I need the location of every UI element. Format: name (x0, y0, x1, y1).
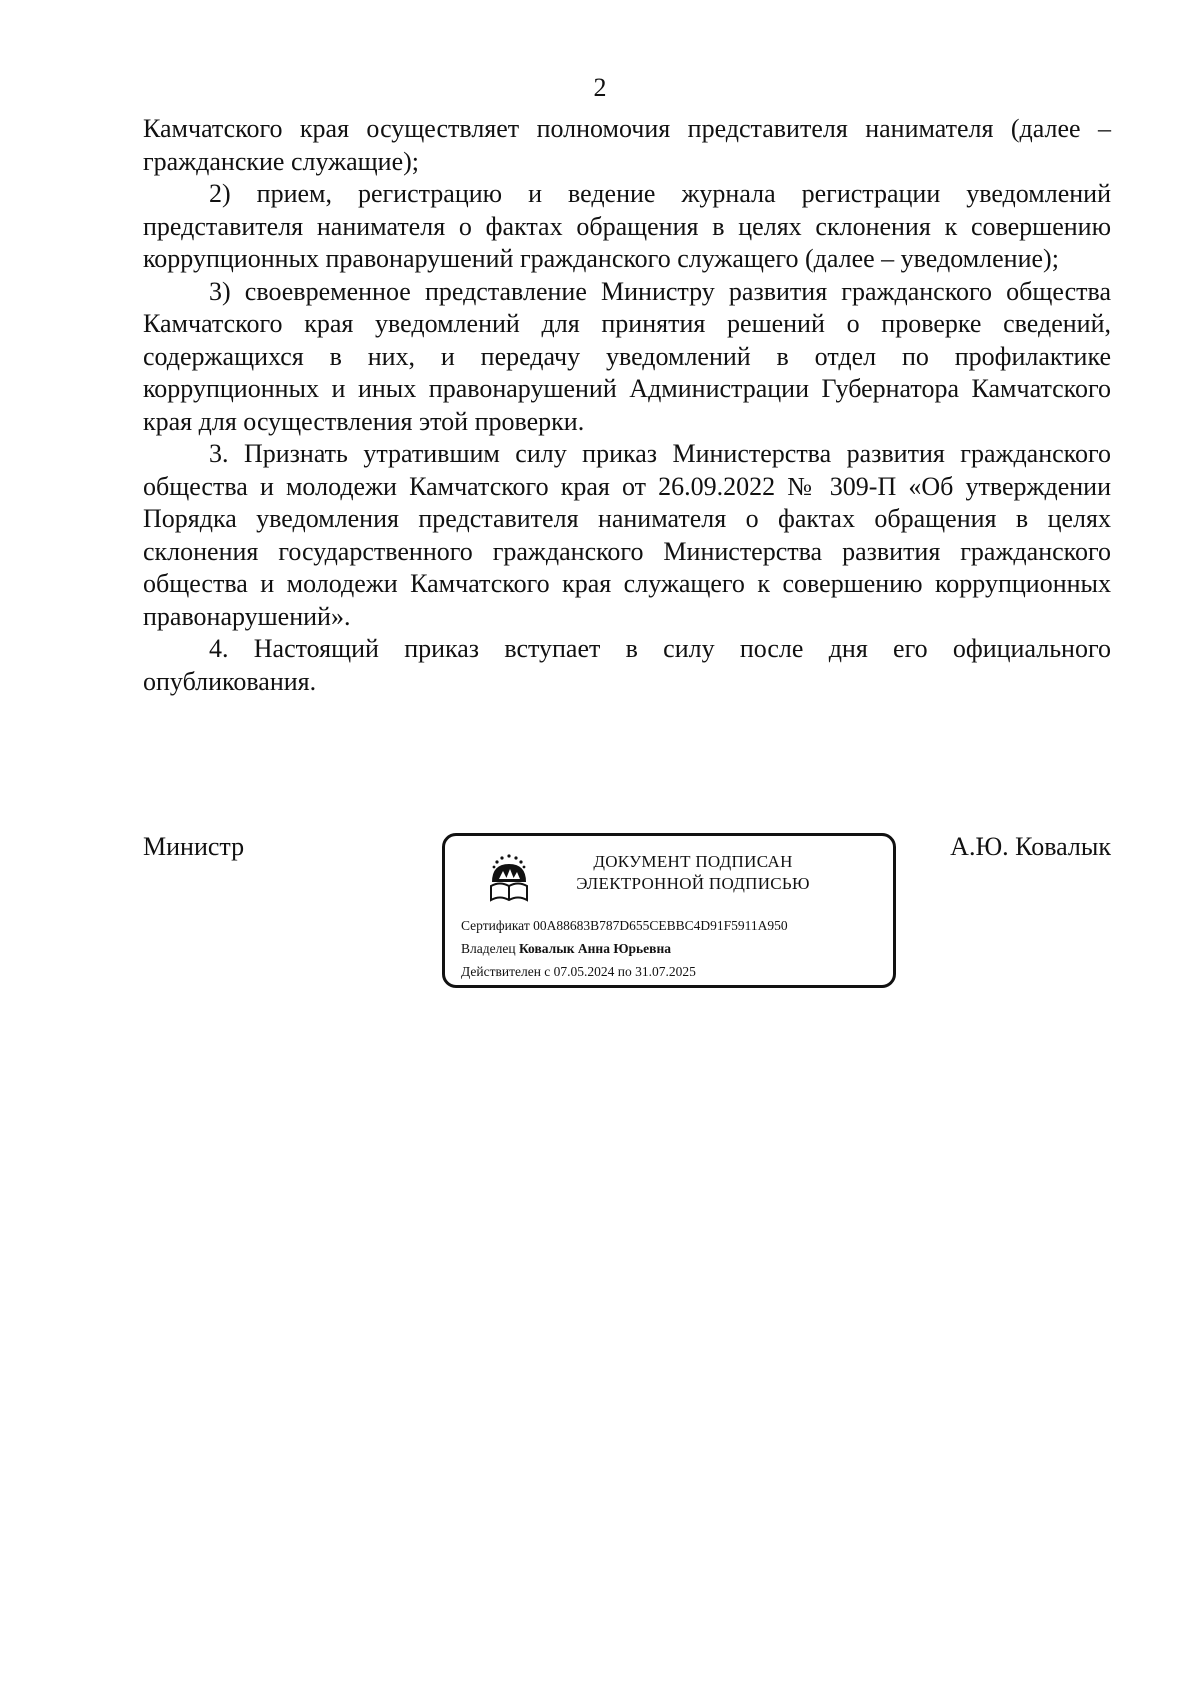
paragraph-item-2: 2) прием, регистрацию и ведение журнала регистрации уведомлений представителя нанимателя о фактах обращения в целях склонения к совершению коррупционных правонарушений гражданского служащего (далее – уведомление); (143, 179, 1111, 273)
paragraph-point-4: 4. Настоящий приказ вступает в силу после дня его официального опубликования. (143, 634, 1111, 696)
stamp-details (461, 914, 788, 983)
validity-line (461, 960, 788, 983)
certificate-label: Сертификат (461, 918, 530, 933)
signatory-position: Министр (143, 832, 245, 861)
valid-from-date: 07.05.2024 (553, 964, 615, 979)
document-body (143, 113, 1111, 698)
paragraph-item-3: 3) своевременное представление Министру развития гражданского общества Камчатского края уведомлений для принятия решений о проверке сведений, содержащихся в них, и передачу уведомлений в отдел по профилактике коррупционных и иных правонарушений Администрации Губернатора Камчатского края для осуществления этой проверки. (143, 276, 1111, 436)
electronic-signature-stamp (442, 833, 896, 988)
valid-from-label: Действителен с (461, 964, 551, 979)
owner-value: Ковалык Анна Юрьевна (518, 941, 671, 956)
owner-label: Владелец (461, 941, 516, 956)
paragraph-point-3: 3. Признать утратившим силу приказ Министерства развития гражданского общества и молодежи Камчатского края от 26.09.2022 № 309-П «Об утверждении Порядка уведомления представителя нанимателя о фактах обращения в целях склонения государственного гражданского Министерства развития гражданского общества и молодежи Камчатского края служащего к совершению коррупционных правонарушений». (143, 439, 1111, 631)
owner-line (461, 937, 788, 960)
valid-to-date: 31.07.2025 (635, 964, 696, 979)
stamp-heading-line2: ЭЛЕКТРОННОЙ ПОДПИСЬЮ (576, 874, 810, 893)
stamp-heading-line1: ДОКУМЕНТ ПОДПИСАН (593, 852, 793, 871)
stamp-heading (563, 851, 823, 895)
valid-to-label: по (617, 964, 632, 979)
paragraph-continuation: Камчатского края осуществляет полномочия представителя нанимателя (далее – гражданские служащие); (143, 114, 1111, 176)
certificate-line (461, 914, 788, 937)
kamchatka-emblem-icon (485, 852, 533, 908)
signatory-name: А.Ю. Ковалык (950, 832, 1111, 861)
page-number: 2 (593, 73, 607, 102)
certificate-value: 00A88683B787D655CEBBC4D91F5911A950 (533, 918, 788, 933)
